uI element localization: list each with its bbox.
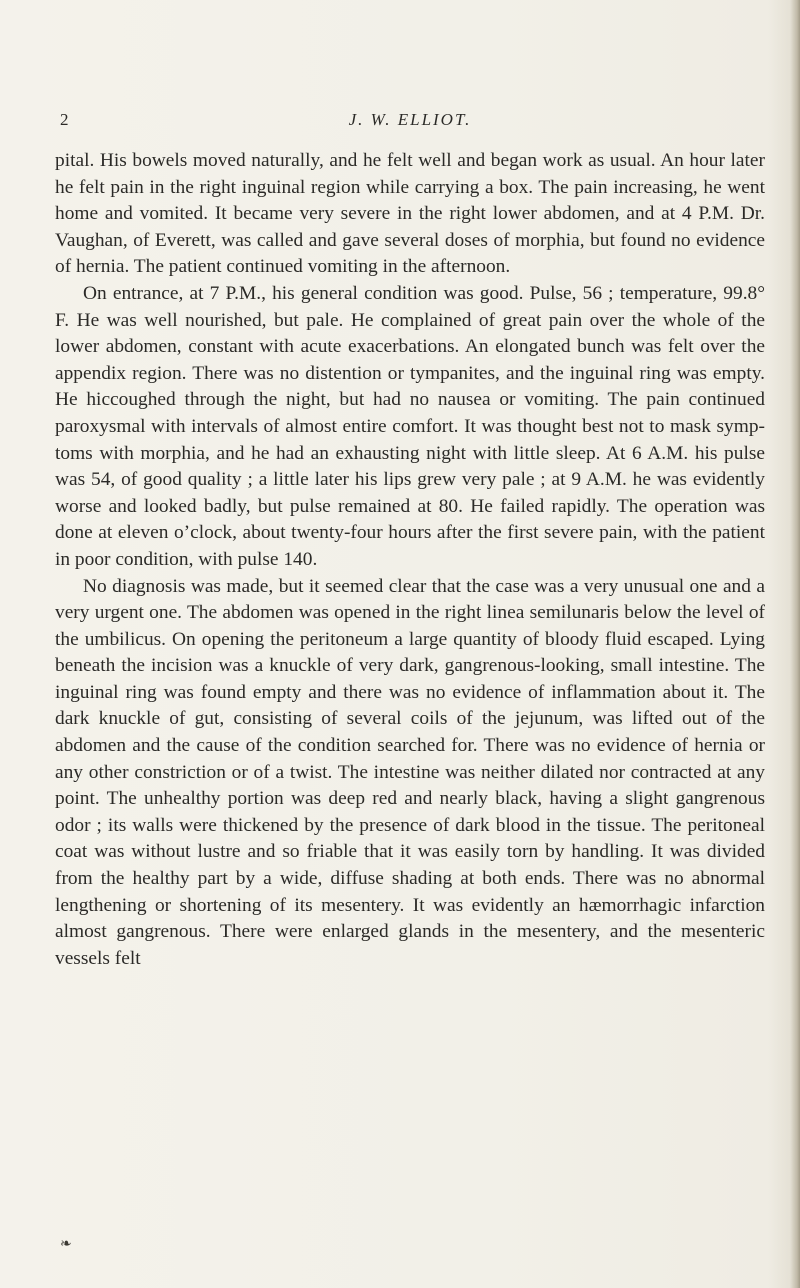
paragraph-2: On entrance, at 7 P.M., his general condition was good. Pulse, 56 ; temperature, 99.8° F. He was well nourished, but pale. He complained of great pain over the whole of the lower abdomen, constant with acute exacerbations. An elongated bunch was felt over the appendix region. There was no distention or tympanites, and the inguinal ring was empty. He hiccoughed through the night, but had no nausea or vomiting. The pain continued paroxysmal with intervals of almost entire comfort. It was thought best not to mask symptoms with morphia, and he had an exhausting night with little sleep. At 6 A.M. his pulse was 54, of good quality ; a little later his lips grew very pale ; at 9 A.M. he was evidently worse and looked badly, but pulse remained at 80. He failed rapidly. The operation was done at eleven o’clock, about twenty-four hours after the first severe pain, with the patient in poor condition, with pulse 140. (55, 282, 765, 570)
page-header (60, 110, 760, 134)
page-edge-shadow (790, 0, 800, 1288)
body-text (55, 148, 765, 972)
paragraph-1: pital. His bowels moved naturally, and he felt well and began work as usual. An hour later he felt pain in the right inguinal region while carrying a box. The pain increasing, he went home and vomited. It became very severe in the right lower abdomen, and at 4 P.M. Dr. Vaughan, of Everett, was called and gave several doses of morphia, but found no evidence of hernia. The patient continued vomiting in the afternoon. (55, 150, 765, 278)
running-head: J. W. ELLIOT. (348, 110, 472, 129)
page-number: 2 (60, 110, 69, 129)
paragraph-3: No diagnosis was made, but it seemed clear that the case was a very unusual one and a very urgent one. The abdomen was opened in the right linea semilunaris below the level of the umbilicus. On opening the peritoneum a large quantity of bloody fluid escaped. Lying beneath the incision was a knuckle of very dark, gangrenous-looking, small intestine. The inguinal ring was found empty and there was no evidence of inflammation about it. The dark knuckle of gut, consisting of several coils of the jejunum, was lifted out of the abdomen and the cause of the condition searched for. There was no evidence of hernia or any other constriction or of a twist. The intestine was neither dilated nor contracted at any point. The unhealthy portion was deep red and nearly black, having a slight gangrenous odor ; its walls were thickened by the presence of dark blood in the tissue. The peritoneal coat was without lustre and so friable that it was easily torn by handling. It was divided from the healthy part by a wide, diffuse shading at both ends. There was no abnormal lengthening or shortening of its mesentery. It was evidently an hæmorrhagic infarction almost gangrenous. There were enlarged glands in the mesentery, and the mesenteric vessels felt (55, 575, 765, 969)
printer-mark-icon: ❧ (60, 1237, 72, 1252)
